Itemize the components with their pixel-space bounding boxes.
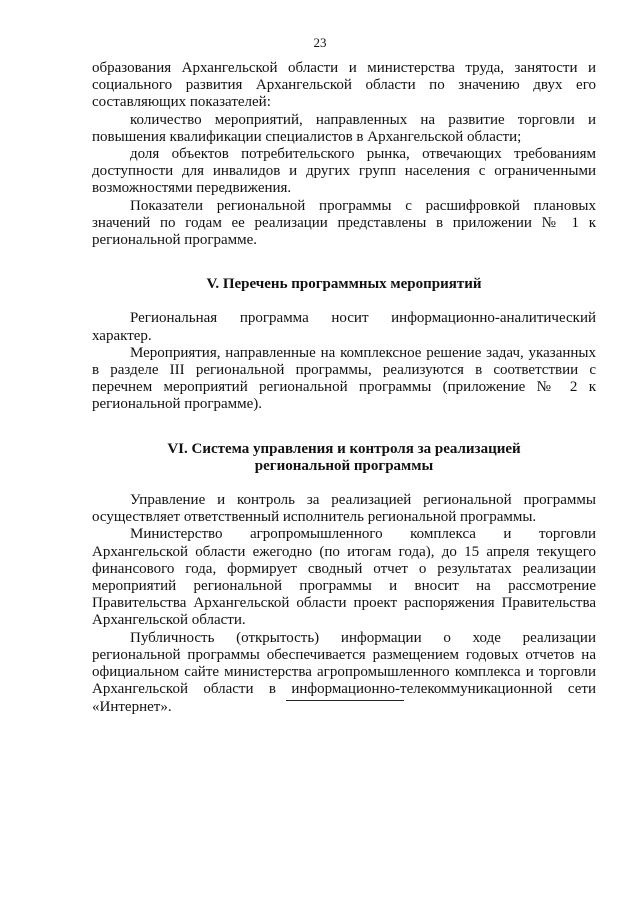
- paragraph: Управление и контроль за реализацией региональной программы осуществляет ответственный исполнитель региональной программы.: [92, 492, 596, 526]
- section-heading-6-line1: VI. Система управления и контроля за реализацией: [167, 440, 521, 457]
- paragraph: Публичность (открытость) информации о ходе реализации региональной программы обеспечивается размещением годовых отчетов на официальном сайте министерства агропромышленного комплекса и торговли Архангельской области в информационно-телекоммуникационной сети «Интернет».: [92, 629, 596, 715]
- page-number: 23: [313, 35, 327, 50]
- paragraph: образования Архангельской области и министерства труда, занятости и социального развития Архангельской области по значению двух его составляющих показателей:: [92, 60, 596, 111]
- paragraph: количество мероприятий, направленных на развитие торговли и повышения квалификации специалистов в Архангельской области;: [92, 111, 596, 145]
- section-heading-5: V. Перечень программных мероприятий: [206, 276, 482, 293]
- page-content: [92, 60, 596, 716]
- section-heading-6-line2: региональной программы: [254, 457, 434, 474]
- paragraph: Показатели региональной программы с расшифровкой плановых значений по годам ее реализации представлены в приложении № 1 к региональной программе.: [92, 197, 596, 249]
- paragraph: Региональная программа носит информационно-аналитический характер.: [92, 310, 596, 344]
- section-heading-6: [92, 441, 596, 475]
- paragraph: Министерство агропромышленного комплекса и торговли Архангельской области ежегодно (по итогам года), до 15 апреля текущего финансового года, формирует сводный отчет о результатах реализации мероприятий региональной программы и вносит на рассмотрение Правительства Архангельской области проект распоряжения Правительства Архангельской области.: [92, 526, 596, 629]
- end-separator-line: [286, 700, 404, 701]
- paragraph: Мероприятия, направленные на комплексное решение задач, указанных в разделе III региональной программы, реализуются в соответствии с перечнем мероприятий региональной программы (приложение № 2 к региональной программе).: [92, 344, 596, 413]
- paragraph: доля объектов потребительского рынка, отвечающих требованиям доступности для инвалидов и других групп населения с ограниченными возможностями передвижения.: [92, 146, 596, 197]
